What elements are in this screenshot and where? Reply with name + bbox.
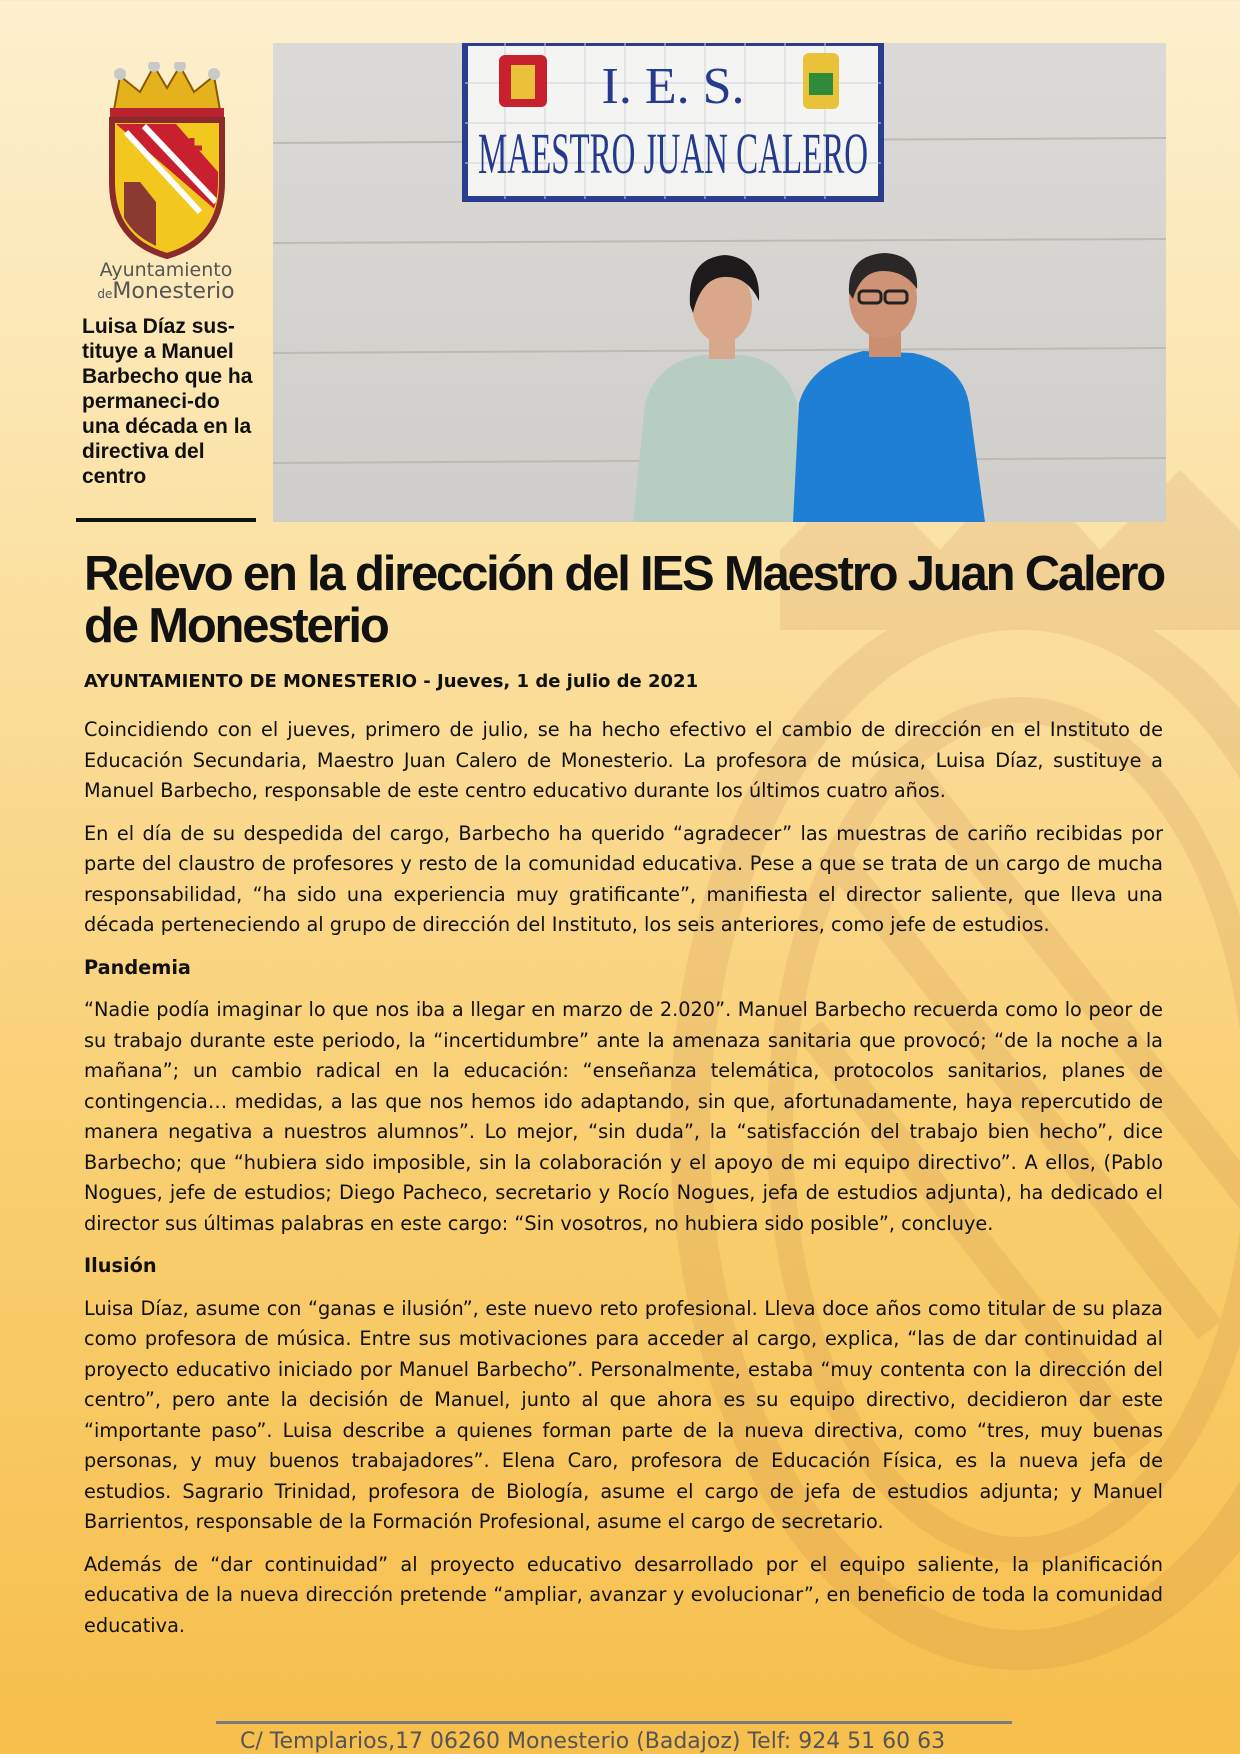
article-paragraph: En el día de su despedida del cargo, Barbecho ha querido “agradecer” las muestras de cariño recibidas por parte del claustro de profesores y resto de la comunidad educativa. Pese a que se trata de un cargo de mucha responsabilidad, “ha sido una experiencia muy gratificante”, manifiesta el director saliente, que lleva una década perteneciendo al grupo de dirección del Instituto, los seis anteriores, como jefe de estudios. — [84, 821, 1163, 936]
article-paragraph: Luisa Díaz, asume con “ganas e ilusión”, este nuevo reto profesional. Lleva doce años como titular de su plaza como profesora de música. Entre sus motivaciones para acceder al cargo, explica, “las de dar continuidad al proyecto educativo iniciado por Manuel Barbecho”. Personalmente, estaba “muy contenta con la dirección del centro”, pero ante la decisión de Manuel, junto al que ahora es su equipo directivo, decidieron dar este “importante paso”. Luisa describe a quienes forman parte de la nueva directiva, como “tres, muy buenas personas, y muy buenos trabajadores”. Elena Caro, profesora de Educación Física, es la nueva jefa de estudios. Sagrario Trinidad, profesora de Biología, asume el cargo de jefa de estudios adjunta; y Manuel Barrientos, responsable de la Formación Profesional, asume el cargo de secretario. — [84, 1296, 1163, 1533]
article-paragraph: Además de “dar continuidad” al proyecto educativo desarrollado por el equipo saliente, la planificación educativa de la nueva dirección pretende “ampliar, avanzar y evolucionar”, en beneficio de toda la comunidad educativa. — [84, 1552, 1163, 1637]
school-sign-photo — [273, 43, 1166, 522]
byline-source: AYUNTAMIENTO DE MONESTERIO — [84, 671, 418, 692]
sidebar-divider — [76, 518, 256, 522]
footer-divider — [216, 1721, 1012, 1724]
article-byline — [84, 670, 698, 694]
byline-separator: - — [417, 671, 438, 692]
byline-date: Jueves, 1 de julio de 2021 — [437, 671, 699, 692]
logo-caption-line1: Ayuntamiento — [99, 259, 233, 281]
article-body — [84, 715, 1163, 1653]
sign-line2: MAESTRO JUAN CALERO — [478, 121, 868, 186]
spain-coat-of-arms-icon — [499, 55, 547, 107]
sign-line1: I. E. S. — [601, 58, 745, 115]
section-heading-pandemia: Pandemia — [84, 955, 191, 979]
article-headline: Relevo en la dirección del IES Maestro Juan Calero de Monesterio — [84, 547, 1165, 653]
article-paragraph: “Nadie podía imaginar lo que nos iba a llegar en marzo de 2.020”. Manuel Barbecho recuerda como lo peor de su trabajo durante este periodo, la “incertidumbre” ante la amenaza sanitaria que provocó; “de la noche a la mañana”; un cambio radical en la educación: “enseñanza telemática, protocolos sanitarios, planes de contingencia… medidas, a las que nos hemos ido adaptando, sin que, afortunadamente, haya repercutido de manera negativa a nuestros alumnos”. Lo mejor, “sin duda”, la “satisfacción del trabajo bien hecho”, dice Barbecho; que “hubiera sido imposible, sin la colaboración y el apoyo de mi equipo directivo”. A ellos, (Pablo Nogues, jefe de estudios; Diego Pacheco, secretario y Rocío Nogues, jefa de estudios adjunta), ha dedicado el director sus últimas palabras en este cargo: “Sin vosotros, no hubiera sido posible”, concluye. — [84, 998, 1163, 1235]
coat-of-arms-logo — [96, 62, 238, 262]
municipality-logo-caption — [76, 260, 256, 305]
article-paragraph: Coincidiendo con el jueves, primero de julio, se ha hecho efectivo el cambio de dirección en el Instituto de Educación Secundaria, Maestro Juan Calero de Monesterio. La profesora de música, Luisa Díaz, sustituye a Manuel Barbecho, responsable de este centro educativo durante los últimos cuatro años. — [84, 718, 1163, 802]
sidebar-summary: Luisa Díaz sus-tituye a Manuel Barbecho que ha permaneci-do una década en la directiva del centro — [82, 315, 253, 488]
logo-caption-de: de — [97, 287, 113, 301]
logo-caption-line2: Monesterio — [112, 279, 235, 304]
section-heading-ilusion: Ilusión — [84, 1254, 157, 1277]
extremadura-coat-of-arms-icon — [803, 53, 839, 109]
footer-address: C/ Templarios,17 06260 Monesterio (Badajoz) Telf: 924 51 60 63 — [240, 1729, 946, 1754]
